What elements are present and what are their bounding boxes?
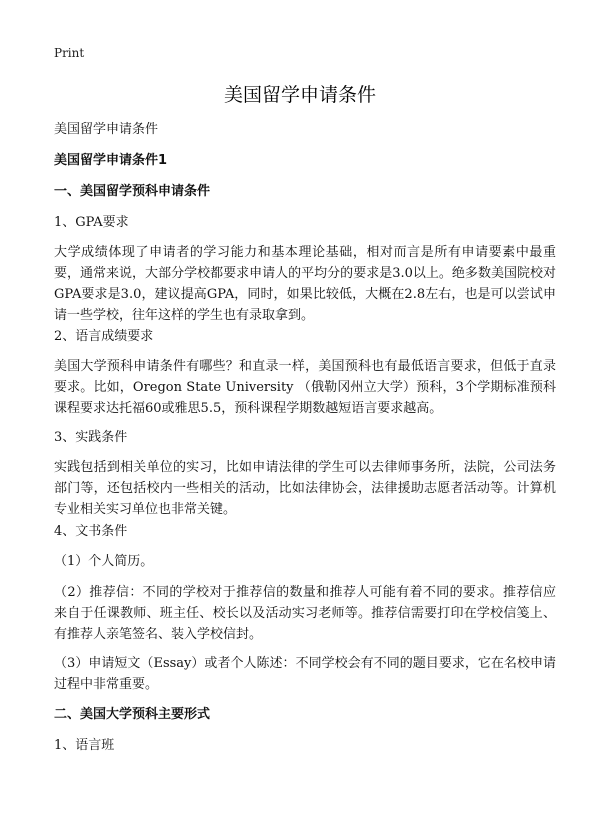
item-4-sub-1: （1）个人简历。 — [54, 554, 154, 569]
item-1-paragraph: 大学成绩体现了申请者的学习能力和基本理论基础，相对而言是所有申请要素中最重要，通常来说，大部分学校都要求申请人的平均分的要求是3.0以上。绝多数美国院校对GPA要求是3.0，建议提高GPA，同时，如果比较低，大概在2.8左右，也是可以尝试申请一些学校，往年这样的学生也有录取拿到。 — [54, 245, 556, 323]
item-3-heading: 3、实践条件 — [54, 430, 128, 445]
item-2-paragraph: 美国大学预科申请条件有哪些？和直录一样，美国预科也有最低语言要求，但低于直录要求。比如，Oregon State University （俄勒冈州立大学）预科，3个学期标准预科课程要求达托福60或雅思5.5，预科课程学期数越短语言要求越高。 — [54, 359, 556, 416]
page-title: 美国留学申请条件 — [223, 84, 376, 106]
heading-1: 美国留学申请条件1 — [54, 153, 168, 168]
item-4-sub-2: （2）推荐信：不同的学校对于推荐信的数量和推荐人可能有着不同的要求。推荐信应来自于任课教师、班主任、校长以及活动实习老师等。推荐信需要打印在学校信笺上、有推荐人亲笔签名、装入学校信封。 — [54, 585, 556, 642]
section-1-heading: 一、美国留学预科申请条件 — [54, 184, 211, 199]
section-2-heading: 二、美国大学预科主要形式 — [54, 707, 211, 722]
item-4-sub-3: （3）申请短文（Essay）或者个人陈述：不同学校会有不同的题目要求，它在名校申请过程中非常重要。 — [54, 656, 556, 692]
item-1-heading: 1、GPA要求 — [54, 215, 129, 230]
doc-subtitle: 美国留学申请条件 — [54, 122, 159, 137]
item-4-heading: 4、文书条件 — [54, 524, 128, 539]
print-label[interactable]: Print — [54, 46, 85, 60]
item-2-heading: 2、语言成绩要求 — [54, 329, 154, 344]
item-3-paragraph: 实践包括到相关单位的实习，比如申请法律的学生可以去律师事务所，法院，公司法务部门等，还包括校内一些相关的活动，比如法律协会，法律援助志愿者活动等。计算机专业相关实习单位也非常关键。 — [54, 460, 556, 517]
section-2-item-1: 1、语言班 — [54, 738, 115, 753]
